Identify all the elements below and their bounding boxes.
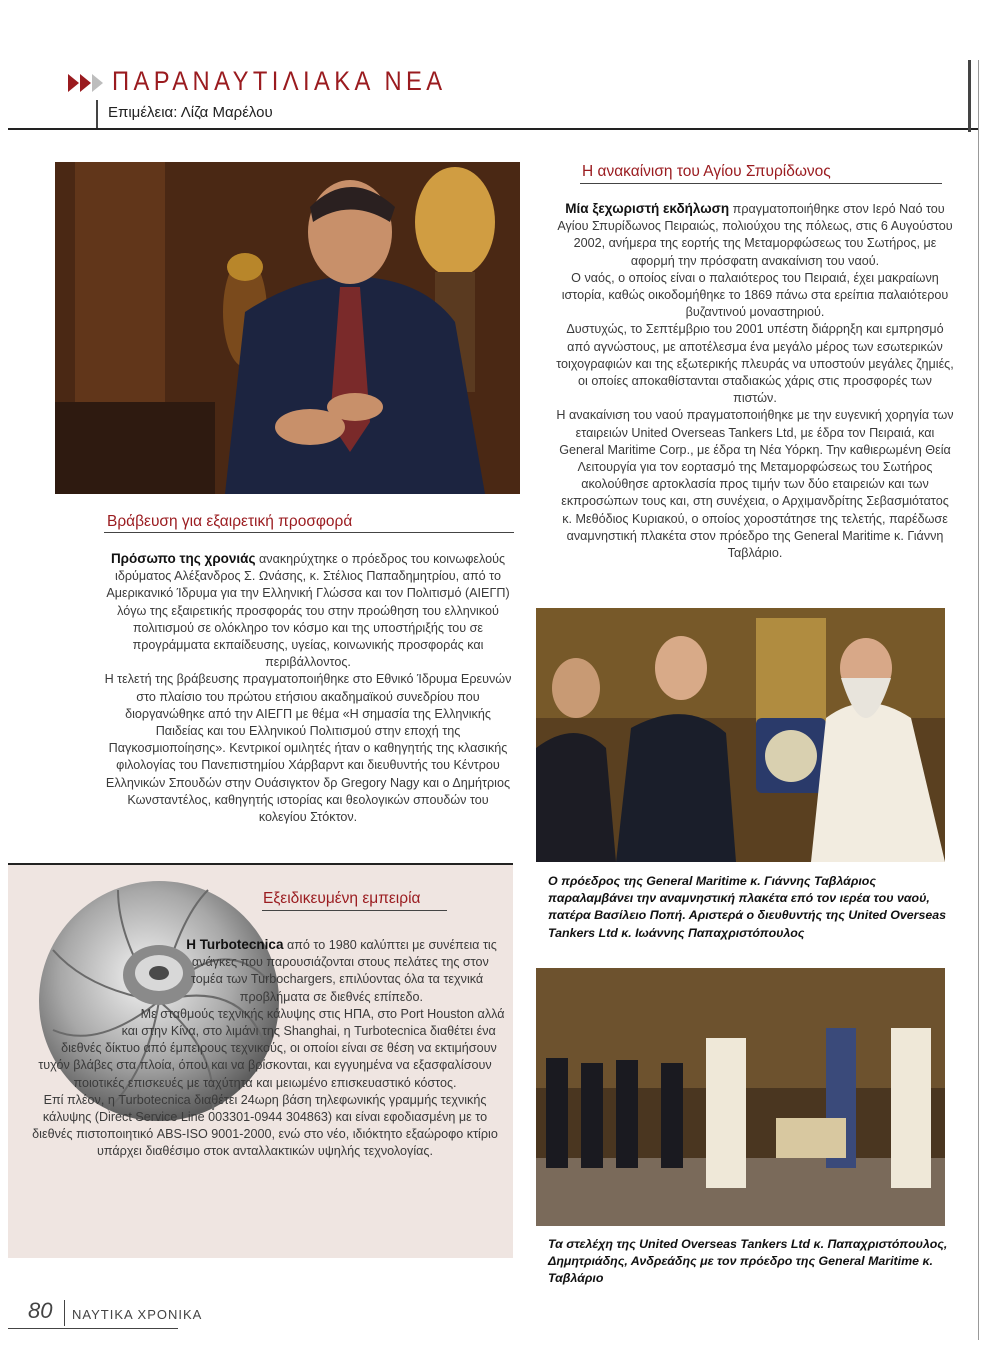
church-lead: Μία ξεχωριστή εκδήλωση	[565, 201, 730, 216]
church-paragraph-1: Μία ξεχωριστή εκδήλωση πραγματοποιήθηκε στον Ιερό Ναό του Αγίου Σπυρίδωνος Πειραιώς, πολιούχου της πόλεως, στις 6 Αυγούστου 2002, ανήμερα της εορτής της Μεταμορφώσεως του Σωτήρος, με αφορμή την πρόσφατη ανακαίνιση του ναού.	[557, 201, 953, 268]
church-group-photo	[536, 968, 945, 1226]
triple-arrow-icon	[68, 72, 108, 94]
award-heading: Βράβευση για εξαιρετική προσφορά	[107, 513, 353, 530]
page-edge-line	[978, 60, 979, 1340]
editor-credit: Επιμέλεια: Λίζα Μαρέλου	[108, 104, 273, 121]
header-divider	[96, 100, 98, 128]
magazine-name: ΝΑΥΤΙΚΑ ΧΡΟΝΙΚΑ	[72, 1307, 203, 1322]
footer-separator	[64, 1300, 65, 1326]
turbotecnica-heading: Εξειδικευμένη εμπειρία	[263, 890, 421, 907]
header-rule	[8, 128, 978, 130]
award-paragraph-2: Η τελετή της βράβευσης πραγματοποιήθηκε στο Εθνικό Ίδρυμα Ερευνών στο πλαίσιο του πρώτου ετήσιου ακαδημαϊκού συνεδρίου που διοργανώθηκε από την ΑΙΕΓΠ με θέμα «Η σημασία της Ελληνικής Παιδείας και του Ελληνικού Πολιτισμού στην εποχή της Παγκοσμιοποίησης». Κεντρικοί ομιλητές ήταν ο καθηγητής της κλασικής φιλολογίας του Πανεπιστημίου Χάρβαρντ και διευθυντής του Κέντρου Ελληνικών Σπουδών στην Ουάσιγκτον δρ Gregory Nagy και ο Δημήτριος Κωνσταντέλος, καθηγητής ιστορίας και θεολογικών σπουδών του κολεγίου Στόκτον.	[104, 672, 512, 825]
award-lead: Πρόσωπο της χρονιάς	[110, 551, 256, 566]
header-right-bar	[968, 60, 971, 132]
church-heading-rule	[580, 183, 942, 184]
church-paragraph-2: Ο ναός, ο οποίος είναι ο παλαιότερος του Πειραιά, έχει μακραίωνη ιστορία, καθώς οικοδομήθηκε το 1869 πάνω στα ερείπια παλαιότερου βυζαντινού μοναστηριού.	[561, 270, 949, 320]
page-number: 80	[28, 1298, 53, 1323]
footer-rule	[8, 1328, 178, 1329]
turbotecnica-article	[25, 936, 505, 1161]
turbo-paragraph-2: Με σταθμούς τεχνικής κάλυψης στις ΗΠΑ, στο Port Houston αλλά και στην Κίνα, στο λιμάνι της Shanghai, η Turbotecnica διαθέτει ένα διεθνές δίκτυο από έμπειρους τεχνικούς, οι οποίοι είναι σε θέση να εκτιμήσουν τυχόν βλάβες στα πλοία, όπου και να βρίσκονται, και εγγυημένα να εξασφαλίσουν ποιοτικές επισκευές με ταχύτητα και μειωμένο επισκευαστικό κόστος.	[38, 1006, 505, 1090]
turbo-paragraph-3: Επί πλέον, η Turbotecnica διαθέτει 24ωρη βάση τηλεφωνικής γραμμής τεχνικής κάλυψης (Direct Service Line 003301-0944 304863) και είναι εφοδιασμένη με το διεθνές πιστοποιητικό ABS-ISO 9001-2000, ενώ στο νέο, ιδιόκτητο εξαώροφο κτίριο υπάρχει διαθέσιμο στοκ ανταλλακτικών υψηλής τεχνολογίας.	[32, 1092, 498, 1159]
photo-caption-plaque: Ο πρόεδρος της General Maritime κ. Γιάννης Ταβλάριος παραλαμβάνει την αναμνηστική πλακέτα επό τον ιερέα του ναού, πατέρα Βασίλειο Ποπή. Αριστερά ο διευθυντής της United Overseas Tankers Ltd κ. Ιωάννης Παπαχριστόπουλος	[548, 874, 947, 940]
turbo-paragraph-1: Η Turbotecnica από το 1980 καλύπτει με συνέπεια τις ανάγκες που παρουσιάζονται στους πελάτες της στον τομέα των Turbochargers, επιλύοντας όλα τα τεχνικά προβλήματα σε διεθνές επίπεδο.	[186, 937, 497, 1004]
plaque-presentation-photo	[536, 608, 945, 862]
church-paragraph-3: Δυστυχώς, το Σεπτέμβριο του 2001 υπέστη διάρρηξη και εμπρησμό από αγνώστους, με αποτέλεσμα ένα μεγάλο μέρος των εσωτερικών τοιχογραφιών και της εξωτερικής πλευράς να υποστούν μεγάλες ζημιές, οι οποίες αποκαθίστανται σταδιακώς χάρις στις προσφορές των πιστών.	[556, 322, 954, 406]
photo-caption-group: Τα στελέχη της United Overseas Tankers Ltd κ. Παπαχριστόπουλος, Δημητριάδης, Ανδρεάδης με τον πρόεδρο της General Maritime κ. Ταβλάριο	[548, 1237, 948, 1286]
church-heading: Η ανακαίνιση του Αγίου Σπυρίδωνος	[582, 163, 831, 180]
section-title: ΠΑΡΑΝΑΥΤΙΛΙΑΚΑ ΝΕΑ	[112, 66, 447, 96]
turbo-lead: Η Turbotecnica	[186, 937, 284, 952]
award-heading-rule	[104, 532, 514, 533]
award-paragraph-1: Πρόσωπο της χρονιάς ανακηρύχτηκε ο πρόεδρος του κοινωφελούς ιδρύματος Αλέξανδρος Σ. Ωνάσης, κ. Στέλιος Παπαδημητρίου, από το Αμερικανικό Ίδρυμα για την Ελληνική Γλώσσα και τον Πολιτισμό (ΑΙΕΓΠ) λόγω της εξαιρετικής προσφοράς του στην προώθηση του ελληνικού πολιτισμού σε ολόκληρο τον κόσμο και της υποστήριξής του σε προγράμματα εκπαίδευσης, υγείας, κοινωνικής προσφοράς και περιβάλλοντος.	[106, 551, 510, 670]
church-article	[555, 200, 955, 562]
award-article	[104, 550, 512, 826]
church-paragraph-4: Η ανακαίνιση του ναού πραγματοποιήθηκε με την ευγενική χορηγία των εταιρειών United Overseas Tankers Ltd, με έδρα τον Πειραιά, και General Maritime Corp., με έδρα τη Νέα Υόρκη. Την καθιερωμένη Θεία Λειτουργία για τον εορτασμό της Μεταμορφώσεως του Σωτήρος ακολούθησε αρτοκλασία προς τιμήν των δύο εταιρειών και των εκπροσώπων τους και, στη συνέχεια, ο Αρχιμανδρίτης Σεβασμιότατος κ. Μεθόδιος Κυριακού, ο οποίος χοροστάτησε της τελετής, παρέδωσε αναμνηστική πλακέτα στον πρόεδρο της General Maritime κ. Γιάννη Ταβλάριο.	[556, 408, 954, 561]
portrait-photo	[55, 162, 520, 494]
turbotecnica-heading-rule	[262, 910, 447, 911]
